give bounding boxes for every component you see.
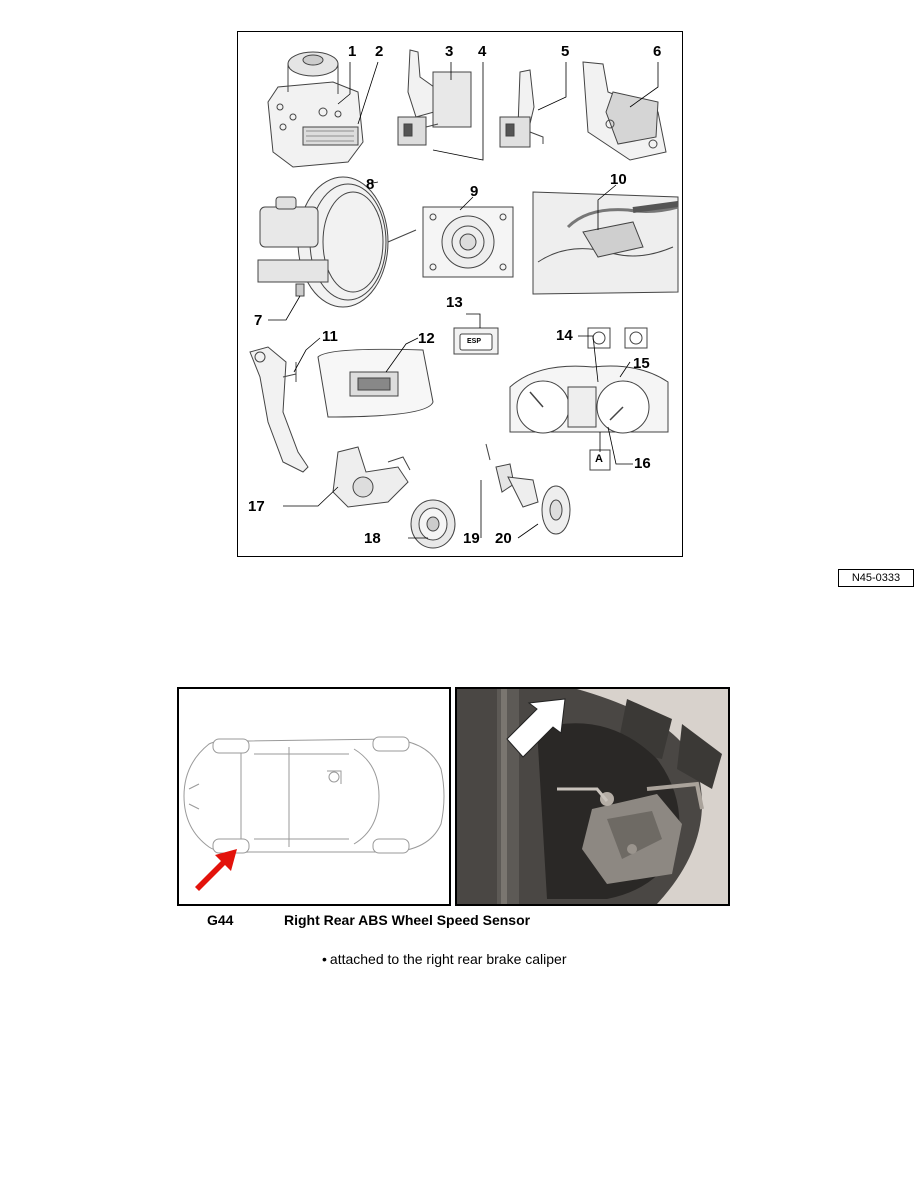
instrument-cluster-drawing [510,328,668,470]
callout-19: 19 [463,530,480,547]
rear-wheel-hub-drawing [486,444,570,534]
abs-hydraulic-unit-drawing [268,52,363,167]
callout-20: 20 [495,530,512,547]
car-top-view-outline [179,689,449,904]
yaw-rate-sensor-drawing [583,62,666,160]
brake-pedal-drawing [250,347,308,472]
component-title: Right Rear ABS Wheel Speed Sensor [284,912,531,928]
esp-button-label: ESP [467,338,482,345]
callout-14: 14 [556,327,573,344]
callout-15: 15 [633,355,650,372]
figure-code: N45-0333 [838,569,914,587]
location-note-text: attached to the right rear brake caliper [329,951,567,967]
sensor-bracket-drawing [398,50,471,145]
steering-angle-sensor-drawing [423,207,513,277]
callout-12: 12 [418,330,435,347]
location-arrow-icon [195,849,237,891]
callout-16: 16 [634,455,651,472]
vehicle-locator-view [177,687,451,906]
location-note [322,951,566,967]
sensor-location-photo [455,687,730,906]
callout-9: 9 [470,183,479,200]
callout-10: 10 [610,171,627,188]
callout-2: 2 [375,43,384,60]
bullet-icon: • [322,951,327,967]
steering-knuckle-drawing [333,447,410,507]
brake-caliper-photo-drawing [457,689,728,904]
component-code: G44 [207,912,234,928]
callout-8: 8 [366,176,375,193]
callout-11: 11 [322,328,338,345]
pressure-sender-drawing [533,192,678,294]
callout-5: 5 [561,43,570,60]
front-wheel-hub-drawing [411,500,455,548]
callout-4: 4 [478,43,487,60]
brake-booster-drawing [258,177,416,307]
callout-7: 7 [254,312,263,329]
callout-18: 18 [364,530,381,547]
marker-a-label: A [595,453,603,465]
component-diagram [237,31,901,584]
callout-17: 17 [248,498,265,515]
callout-6: 6 [653,43,662,60]
diagnostic-connector-drawing [318,349,433,417]
callout-1: 1 [348,43,357,60]
callout-3: 3 [445,43,454,60]
callout-13: 13 [446,294,463,311]
sensor-drawing [500,70,543,147]
